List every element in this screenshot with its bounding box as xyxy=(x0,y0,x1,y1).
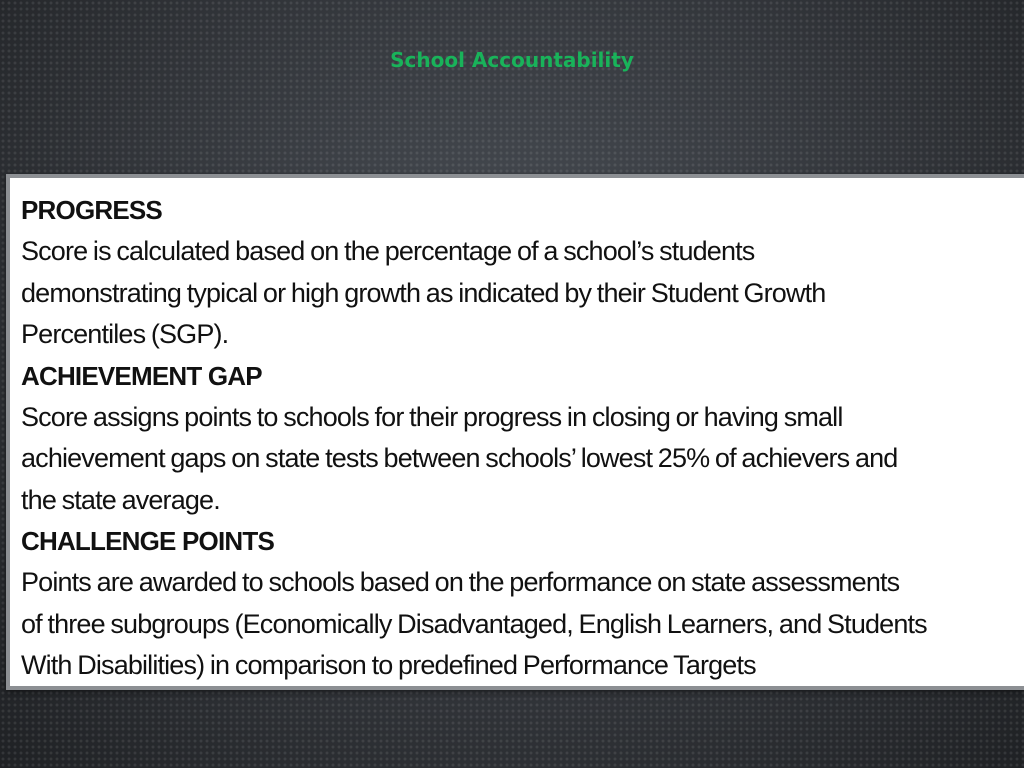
section-line: Score assigns points to schools for their progress in closing or having small xyxy=(21,401,843,432)
section-heading: PROGRESS xyxy=(21,195,162,225)
slide-title: School Accountability xyxy=(390,48,634,72)
section-line: Percentiles (SGP). xyxy=(21,319,229,349)
content-panel xyxy=(6,174,1024,690)
section-line: achievement gaps on state tests between schools’ lowest 25% of achievers and xyxy=(21,443,898,473)
section-line: With Disabilities) in comparison to predefined Performance Targets xyxy=(21,650,756,680)
section-achievement-gap xyxy=(21,356,1024,522)
section-progress xyxy=(21,190,1024,356)
section-line: demonstrating typical or high growth as indicated by their Student Growth xyxy=(21,277,826,308)
section-heading: ACHIEVEMENT GAP xyxy=(21,360,262,391)
section-line: Score is calculated based on the percentage of a school’s students xyxy=(21,236,755,266)
section-line: Points are awarded to schools based on the performance on state assessments xyxy=(21,567,900,597)
section-line: the state average. xyxy=(21,484,220,515)
section-heading: CHALLENGE POINTS xyxy=(21,526,274,556)
section-line: of three subgroups (Economically Disadvantaged, English Learners, and Students xyxy=(21,608,927,639)
section-challenge-points xyxy=(21,521,1024,687)
